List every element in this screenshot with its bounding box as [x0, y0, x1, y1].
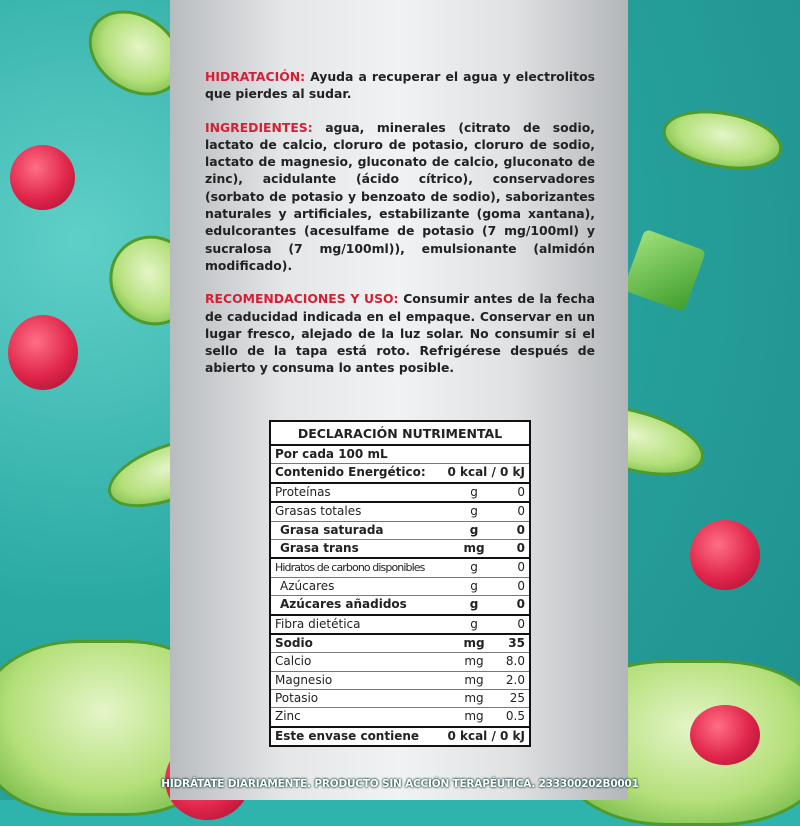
- nutrient-value: 0: [517, 578, 525, 593]
- nutrition-row: [271, 596, 529, 615]
- nutrition-table: [269, 420, 531, 747]
- hydration-paragraph: [205, 68, 595, 103]
- nutrient-name: Azúcares: [280, 578, 335, 593]
- nutrition-row: [271, 540, 529, 559]
- nutrient-unit: mg: [463, 540, 485, 555]
- nutrition-row: [271, 708, 529, 727]
- nutrient-value: 2.0: [505, 672, 525, 687]
- nutrient-name: Grasas totales: [275, 504, 362, 519]
- nutrition-row: [271, 503, 529, 521]
- nutrient-unit: g: [470, 504, 478, 519]
- recommendations-paragraph: [205, 290, 595, 376]
- nutrient-unit: g: [470, 560, 478, 575]
- nutrient-name: Hidratos de carbono disponibles: [275, 561, 425, 575]
- nutrient-name: Grasa trans: [280, 540, 359, 555]
- nutrient-unit: mg: [464, 709, 484, 724]
- nutrition-row: [271, 653, 529, 671]
- lychee-image: [10, 145, 75, 210]
- nutrient-value: 8.0: [505, 654, 525, 669]
- nutrient-value: 0: [517, 616, 525, 631]
- nutrition-row: [271, 672, 529, 690]
- nutrition-row: [271, 690, 529, 708]
- nutrient-unit: g: [469, 597, 479, 612]
- nutrient-name: Fibra dietética: [275, 616, 361, 631]
- ingredients-text: agua, minerales (citrato de sodio, lactato de calcio, cloruro de potasio, cloruro de sodio, lactato de magnesio, gluconato de calcio, gluconato de zinc), acidulante (ácido cítrico), conservadores (sorbato de potasio y benzoato de sodio), saborizantes naturales y artificiales, estabilizante (goma xantana), edulcorantes (acesulfame de potasio (7 mg/100ml) y sucralosa (7 mg/100ml)), emulsionante (almidón modificado).: [205, 119, 595, 273]
- nutrition-row: [271, 635, 529, 653]
- nutrient-value: 0: [517, 504, 525, 519]
- lychee-image: [690, 520, 760, 590]
- hydration-label: HIDRATACIÓN:: [205, 69, 306, 84]
- nutrient-unit: mg: [463, 635, 485, 650]
- nutrient-name: Proteínas: [275, 484, 331, 499]
- nutrition-row: [271, 728, 529, 745]
- nutrition-row: [271, 446, 529, 464]
- nutrient-value: 0 kcal / 0 kJ: [447, 465, 525, 480]
- nutrition-row: [271, 464, 529, 483]
- nutrient-value: 35: [508, 635, 525, 650]
- nutrient-name: Sodio: [275, 635, 313, 650]
- nutrient-value: 25: [509, 691, 525, 706]
- nutrient-name: Magnesio: [275, 672, 333, 687]
- nutrient-name: Este envase contiene: [275, 728, 420, 743]
- nutrient-unit: g: [470, 578, 478, 593]
- nutrient-unit: g: [469, 522, 479, 537]
- nutrient-name: Por cada 100 mL: [275, 447, 388, 461]
- nutrition-row: [271, 616, 529, 635]
- lychee-image: [8, 315, 78, 390]
- nutrient-value: 0: [516, 522, 525, 537]
- footer-disclaimer: HIDRÁTATE DIARIAMENTE. PRODUCTO SIN ACCIÓN TERAPÉUTICA. 233300202B0001: [161, 778, 639, 790]
- nutrient-value: 0: [517, 484, 525, 499]
- nutrient-unit: mg: [464, 672, 484, 687]
- nutrient-unit: mg: [464, 691, 484, 706]
- nutrition-row: [271, 578, 529, 596]
- nutrient-unit: g: [470, 484, 478, 499]
- ingredients-paragraph: [205, 119, 595, 275]
- nutrient-name: Calcio: [275, 654, 312, 669]
- nutrient-value: 0: [516, 540, 525, 555]
- nutrition-rows: [271, 446, 529, 745]
- nutrient-unit: mg: [464, 654, 484, 669]
- recommendations-label: RECOMENDACIONES Y USO:: [205, 291, 399, 307]
- recommendations-text: Consumir antes de la fecha de caducidad indicada en el empaque. Conservar en un lugar fresco, alejado de la luz solar. No consumir si el sello de la tapa está roto. Refrigérese después de abierto y consuma lo antes posible.: [205, 291, 595, 376]
- ingredients-label: INGREDIENTES:: [205, 119, 313, 135]
- nutrient-value: 0: [516, 597, 525, 612]
- nutrient-value: 0 kcal / 0 kJ: [447, 728, 525, 743]
- nutrient-name: Azúcares añadidos: [280, 597, 407, 612]
- lychee-image: [690, 705, 760, 765]
- nutrition-title: DECLARACIÓN NUTRIMENTAL: [271, 422, 529, 446]
- nutrient-name: Zinc: [275, 709, 301, 724]
- nutrition-row: [271, 559, 529, 577]
- nutrition-row: [271, 484, 529, 503]
- label-text: [205, 68, 595, 393]
- nutrient-name: Contenido Energético:: [275, 465, 426, 480]
- nutrient-value: 0.5: [505, 709, 525, 724]
- hydration-text: Ayuda a recuperar el agua y electrolitos que pierdes al sudar.: [205, 69, 595, 102]
- nutrient-name: Potasio: [275, 691, 319, 706]
- nutrient-value: 0: [517, 560, 525, 575]
- nutrient-unit: g: [470, 616, 478, 631]
- nutrient-name: Grasa saturada: [280, 522, 384, 537]
- nutrition-row: [271, 522, 529, 540]
